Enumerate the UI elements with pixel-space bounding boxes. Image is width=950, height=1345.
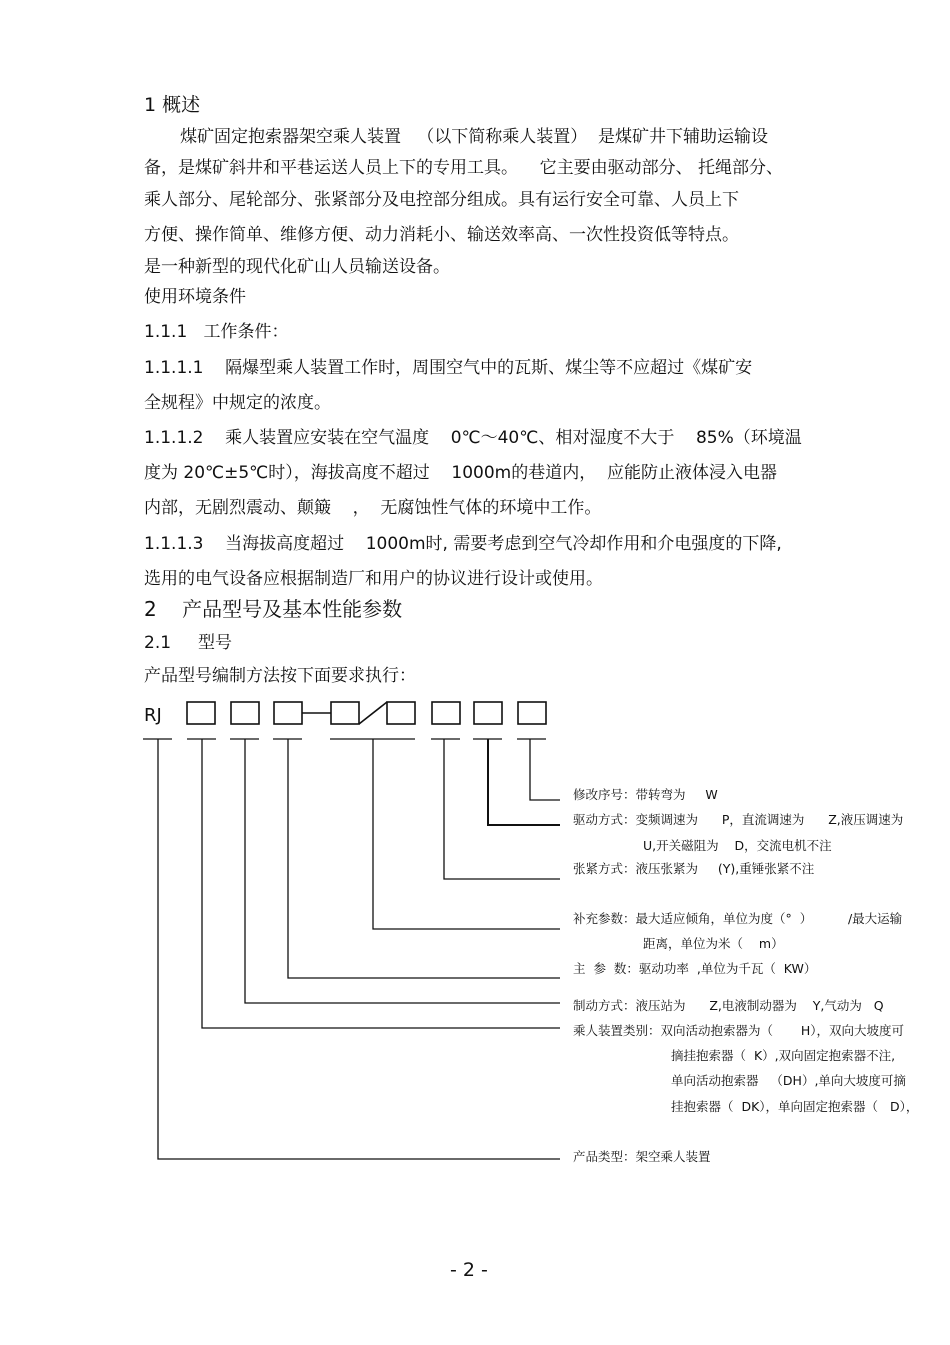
heading-2-1: 2.1 型号 bbox=[144, 633, 233, 653]
label-brake: 制动方式：液压站为 Z,电液制动器为 Y,气动为 Q bbox=[573, 998, 884, 1013]
leader-brake bbox=[245, 739, 560, 1003]
model-prefix: RJ bbox=[144, 705, 162, 726]
code-box-supp-b bbox=[387, 702, 415, 724]
section-2-title: 2 产品型号及基本性能参数 bbox=[144, 597, 403, 621]
leader-drive bbox=[488, 739, 560, 825]
para-1-1-1-3-line-1: 1.1.1.3 当海拔高度超过 1000m时, 需要考虑到空气冷却作用和介电强度的下降, bbox=[144, 534, 782, 554]
leader-tension bbox=[444, 739, 560, 879]
label-supplement-2: 距离，单位为米（ m） bbox=[643, 936, 784, 951]
label-drive-1: 驱动方式：变频调速为 P，直流调速为 Z,液压调速为 bbox=[573, 812, 904, 827]
label-category-4: 挂抱索器（ DK），单向固定抱索器（ D）， bbox=[671, 1099, 919, 1114]
para-1-1-1-2-line-1: 1.1.1.2 乘人装置应安装在空气温度 0℃～40℃、相对湿度不大于 85%（环境温 bbox=[144, 428, 802, 448]
env-heading: 使用环境条件 bbox=[144, 287, 246, 307]
code-box-supp-a bbox=[331, 702, 359, 724]
para-1-1-1-1-line-2: 全规程》中规定的浓度。 bbox=[144, 393, 331, 413]
leader-supplement bbox=[373, 739, 560, 929]
label-category-3: 单向活动抱索器 （DH）,单向大坡度可摘 bbox=[671, 1073, 906, 1088]
code-box-revision bbox=[518, 702, 546, 724]
overview-line-4: 方便、操作简单、维修方便、动力消耗小、输送效率高、一次性投资低等特点。 bbox=[144, 225, 739, 245]
label-drive-2: U,开关磁阻为 D，交流电机不注 bbox=[643, 838, 832, 853]
label-category-2: 摘挂抱索器（ K）,双向固定抱索器不注, bbox=[671, 1048, 896, 1063]
label-category-1: 乘人装置类别：双向活动抱索器为（ H），双向大坡度可 bbox=[573, 1023, 904, 1038]
code-box-main-param bbox=[274, 702, 302, 724]
para-1-1-1-2-line-2: 度为 20℃±5℃时），海拔高度不超过 1000m的巷道内， 应能防止液体浸入电器 bbox=[144, 463, 778, 483]
section-1-title: 1 概述 bbox=[144, 94, 201, 116]
page-number: - 2 - bbox=[450, 1259, 488, 1281]
label-tension: 张紧方式：液压张紧为 (Y),重锤张紧不注 bbox=[573, 861, 815, 876]
model-intro: 产品型号编制方法按下面要求执行： bbox=[144, 666, 416, 686]
overview-line-5: 是一种新型的现代化矿山人员输送设备。 bbox=[144, 257, 450, 277]
label-revision: 修改序号：带转弯为 W bbox=[573, 787, 718, 802]
code-box-tension bbox=[432, 702, 460, 724]
overview-line-1: 煤矿固定抱索器架空乘人装置 （以下简称乘人装置） 是煤矿井下辅助运输设 bbox=[180, 127, 769, 147]
code-box-brake bbox=[231, 702, 259, 724]
label-product-type: 产品类型：架空乘人装置 bbox=[573, 1149, 711, 1164]
leader-revision bbox=[530, 739, 560, 800]
para-1-1-1-1-line-1: 1.1.1.1 隔爆型乘人装置工作时，周围空气中的瓦斯、煤尘等不应超过《煤矿安 bbox=[144, 358, 753, 378]
code-box-drive bbox=[474, 702, 502, 724]
label-supplement-1: 补充参数：最大适应倾角，单位为度（° ） /最大运输 bbox=[573, 911, 903, 926]
leader-category bbox=[202, 739, 560, 1028]
leader-product-type bbox=[158, 739, 560, 1159]
leader-main-param bbox=[288, 739, 560, 978]
para-1-1-1-2-line-3: 内部，无剧烈震动、颠簸 ， 无腐蚀性气体的环境中工作。 bbox=[144, 498, 602, 518]
code-slash bbox=[359, 702, 387, 724]
heading-1-1-1: 1.1.1 工作条件： bbox=[144, 322, 289, 342]
para-1-1-1-3-line-2: 选用的电气设备应根据制造厂和用户的协议进行设计或使用。 bbox=[144, 569, 603, 589]
overview-line-3: 乘人部分、尾轮部分、张紧部分及电控部分组成。具有运行安全可靠、人员上下 bbox=[144, 190, 739, 210]
overview-line-2: 备，是煤矿斜井和平巷运送人员上下的专用工具。 它主要由驱动部分、 托绳部分、 bbox=[144, 158, 784, 178]
code-box-category bbox=[187, 702, 215, 724]
label-main-param: 主 参 数：驱动功率 ,单位为千瓦（ KW） bbox=[573, 961, 817, 976]
